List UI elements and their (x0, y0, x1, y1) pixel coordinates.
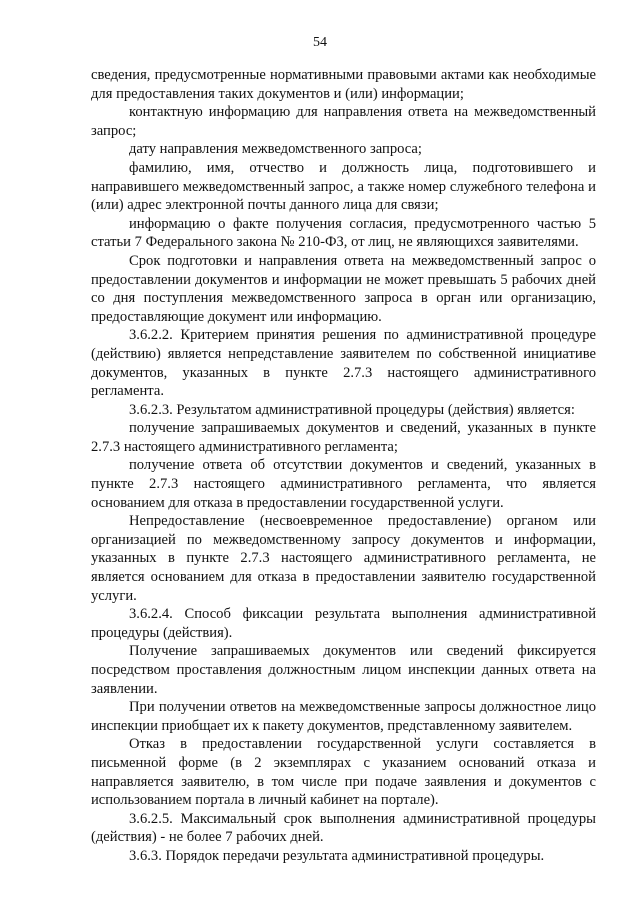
paragraph-17: 3.6.3. Порядок передачи результата административной процедуры. (129, 847, 545, 864)
paragraph-7: 3.6.2.2. Критерием принятия решения по административной процедуре (действию) является непредставление заявителем по собственной инициативе документов, указанных в пункте 2.7.3 настоящего административного регламента. (91, 327, 596, 400)
paragraph-6: Срок подготовки и направления ответа на межведомственный запрос о предоставлении документов и информации не может превышать 5 рабочих дней со дня поступления межведомственного запроса в орган или организацию, предоставляющие документ или информацию. (91, 252, 596, 325)
paragraph-10: получение ответа об отсутствии документов и сведений, указанных в пункте 2.7.3 настоящего административного регламента, что является основанием для отказа в предоставлении государственной услуги. (91, 457, 596, 511)
paragraph-5: информацию о факте получения согласия, предусмотренного частью 5 статьи 7 Федерального закона № 210-ФЗ, от лиц, не являющихся заявителями. (91, 215, 596, 251)
paragraph-9: получение запрашиваемых документов и сведений, указанных в пункте 2.7.3 настоящего административного регламента; (91, 420, 596, 455)
paragraph-15: Отказ в предоставлении государственной услуги составляется в письменной форме (в 2 экземплярах с указанием оснований отказа и направляется заявителю, в том числе при подаче заявления и документов с использованием портала в личный кабинет на портале). (91, 736, 596, 809)
paragraph-2: контактную информацию для направления ответа на межведомственный запрос; (91, 104, 596, 139)
paragraph-4: фамилию, имя, отчество и должность лица, подготовившего и направившего межведомственный запрос, а также номер служебного телефона и (или) адрес электронной почты данного лица для связи; (91, 159, 596, 214)
paragraph-8: 3.6.2.3. Результатом административной процедуры (действия) является: (129, 401, 575, 418)
paragraph-12: 3.6.2.4. Способ фиксации результата выполнения административной процедуры (действия). (91, 606, 596, 641)
paragraph-3: дату направления межведомственного запроса; (129, 141, 422, 158)
paragraph-13: Получение запрашиваемых документов или сведений фиксируется посредством проставления должностным лицом инспекции данных ответа на заявлении. (91, 643, 596, 697)
paragraph-14: При получении ответов на межведомственные запросы должностное лицо инспекции приобщает их к пакету документов, представленному заявителем. (91, 699, 596, 734)
page-number: 54 (313, 35, 327, 50)
paragraph-1: сведения, предусмотренные нормативными правовыми актами как необходимые для предоставления таких документов и (или) информации; (91, 67, 596, 102)
paragraph-16: 3.6.2.5. Максимальный срок выполнения административной процедуры (действия) - не более 7 рабочих дней. (91, 810, 596, 846)
document-body (91, 66, 596, 866)
paragraph-11: Непредоставление (несвоевременное предоставление) органом или организацией по межведомственному запросу документов и информации, указанных в пункте 2.7.3 настоящего административного регламента, не является основанием для отказа в предоставлении заявителю государственной услуги. (91, 513, 596, 604)
